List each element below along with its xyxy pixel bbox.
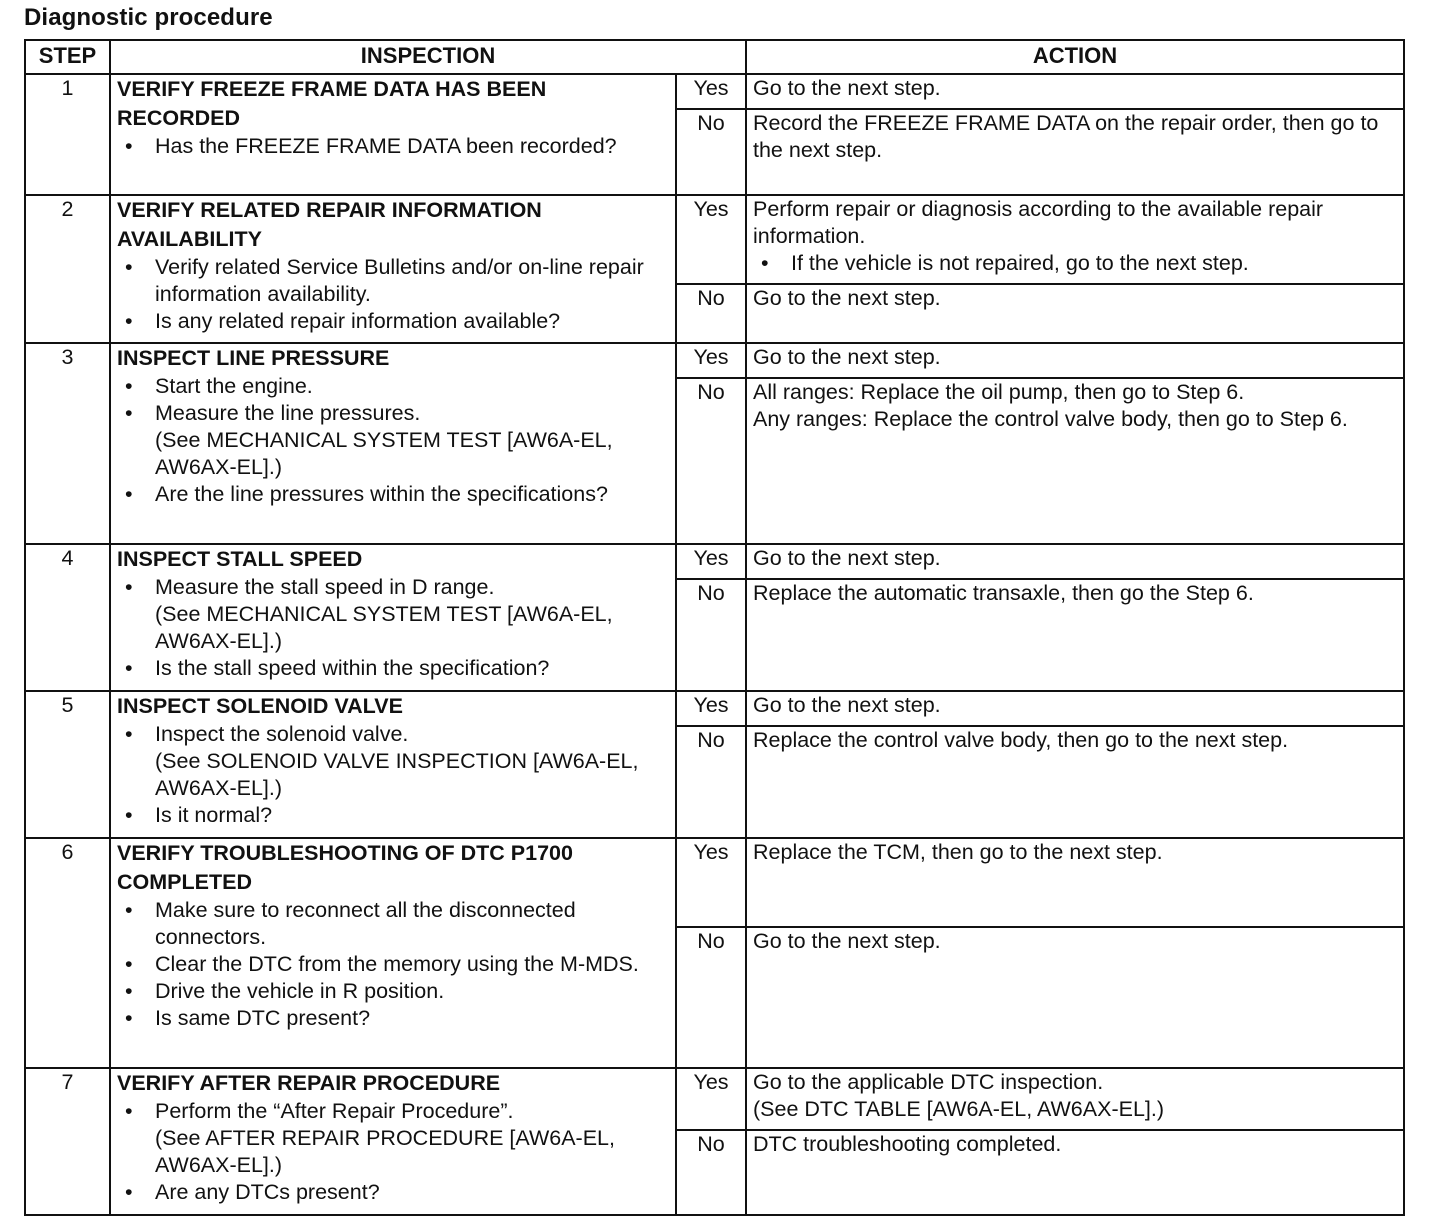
inspection-heading: VERIFY RELATED REPAIR INFORMATION AVAILABILITY	[117, 198, 542, 251]
no-label: No	[676, 579, 746, 691]
action-bullets	[753, 250, 1397, 277]
yes-action	[746, 838, 1404, 927]
step-row	[25, 343, 1404, 378]
step-row	[25, 195, 1404, 284]
inspection-bullet: • Inspect the solenoid valve. (See SOLENOID VALVE INSPECTION [AW6A-EL, AW6AX-EL].)	[117, 721, 669, 802]
inspection-heading: INSPECT SOLENOID VALVE	[117, 694, 403, 718]
inspection-heading: INSPECT LINE PRESSURE	[117, 346, 390, 370]
yes-action	[746, 195, 1404, 284]
inspection-bullets	[117, 1098, 669, 1206]
no-label: No	[676, 284, 746, 343]
inspection-heading: VERIFY AFTER REPAIR PROCEDURE	[117, 1071, 501, 1095]
action-text: Go to the applicable DTC inspection. (See DTC TABLE [AW6A-EL, AW6AX-EL].)	[753, 1070, 1165, 1121]
step-row	[25, 544, 1404, 579]
yes-action	[746, 74, 1404, 109]
no-action	[746, 109, 1404, 195]
inspection-bullet: • Measure the stall speed in D range. (See MECHANICAL SYSTEM TEST [AW6A-EL, AW6AX-EL].)	[117, 574, 669, 655]
column-header-inspection: INSPECTION	[110, 40, 746, 74]
inspection-bullet: • Is it normal?	[117, 802, 669, 829]
no-label: No	[676, 726, 746, 838]
inspection-bullet: • Is the stall speed within the specification?	[117, 655, 669, 682]
step-number: 1	[25, 74, 110, 195]
step-number: 5	[25, 691, 110, 838]
yes-action	[746, 544, 1404, 579]
action-text: DTC troubleshooting completed.	[753, 1132, 1062, 1156]
inspection-bullet: • Are the line pressures within the specifications?	[117, 481, 669, 508]
step-number: 2	[25, 195, 110, 343]
inspection-bullets	[117, 133, 669, 160]
step-number: 6	[25, 838, 110, 1068]
inspection-bullets	[117, 721, 669, 829]
no-label: No	[676, 927, 746, 1068]
inspection-cell	[110, 343, 676, 544]
inspection-bullet: • Are any DTCs present?	[117, 1179, 669, 1206]
action-text: Go to the next step.	[753, 345, 941, 369]
inspection-bullet: • Perform the “After Repair Procedure”. (See AFTER REPAIR PROCEDURE [AW6A-EL, AW6AX-EL].)	[117, 1098, 669, 1179]
inspection-bullet: • Verify related Service Bulletins and/or on-line repair information availability.	[117, 254, 669, 308]
step-number: 7	[25, 1068, 110, 1215]
no-label: No	[676, 1130, 746, 1215]
step-row	[25, 838, 1404, 927]
action-text: Perform repair or diagnosis according to the available repair information.	[753, 197, 1324, 248]
inspection-heading: INSPECT STALL SPEED	[117, 547, 363, 571]
action-text: Replace the automatic transaxle, then go the Step 6.	[753, 581, 1254, 605]
column-header-action: ACTION	[746, 40, 1404, 74]
action-text: Go to the next step.	[753, 929, 941, 953]
inspection-bullets	[117, 373, 669, 508]
step-row	[25, 74, 1404, 109]
no-action	[746, 927, 1404, 1068]
action-text: Replace the control valve body, then go to the next step.	[753, 728, 1289, 752]
inspection-cell	[110, 74, 676, 195]
page-title: Diagnostic procedure	[24, 4, 273, 31]
no-action	[746, 1130, 1404, 1215]
no-action	[746, 726, 1404, 838]
inspection-bullet: • Clear the DTC from the memory using the M-MDS.	[117, 951, 669, 978]
action-text: Replace the TCM, then go to the next step.	[753, 840, 1163, 864]
yes-label: Yes	[676, 838, 746, 927]
inspection-bullets	[117, 897, 669, 1032]
inspection-bullets	[117, 574, 669, 682]
action-bullet: • If the vehicle is not repaired, go to the next step.	[753, 250, 1397, 277]
step-row	[25, 691, 1404, 726]
no-action	[746, 284, 1404, 343]
column-header-step: STEP	[25, 40, 110, 74]
inspection-cell	[110, 838, 676, 1068]
inspection-heading: VERIFY TROUBLESHOOTING OF DTC P1700 COMPLETED	[117, 841, 573, 894]
inspection-cell	[110, 195, 676, 343]
no-label: No	[676, 109, 746, 195]
inspection-cell	[110, 544, 676, 691]
yes-action	[746, 691, 1404, 726]
action-text: Go to the next step.	[753, 286, 941, 310]
inspection-bullet: • Has the FREEZE FRAME DATA been recorded?	[117, 133, 669, 160]
inspection-bullet: • Is any related repair information available?	[117, 308, 669, 335]
inspection-cell	[110, 1068, 676, 1215]
yes-label: Yes	[676, 195, 746, 284]
inspection-bullets	[117, 254, 669, 335]
diagnostic-procedure-table	[24, 39, 1405, 1216]
yes-label: Yes	[676, 1068, 746, 1130]
step-number: 3	[25, 343, 110, 544]
no-label: No	[676, 378, 746, 544]
action-text: Record the FREEZE FRAME DATA on the repair order, then go to the next step.	[753, 111, 1379, 162]
action-text: Go to the next step.	[753, 693, 941, 717]
action-text: Go to the next step.	[753, 546, 941, 570]
no-action	[746, 579, 1404, 691]
inspection-heading: VERIFY FREEZE FRAME DATA HAS BEEN RECORDED	[117, 77, 547, 130]
inspection-bullet: • Drive the vehicle in R position.	[117, 978, 669, 1005]
yes-label: Yes	[676, 343, 746, 378]
action-text: Go to the next step.	[753, 76, 941, 100]
yes-label: Yes	[676, 544, 746, 579]
inspection-bullet: • Start the engine.	[117, 373, 669, 400]
header-row	[25, 40, 1404, 74]
inspection-bullet: • Make sure to reconnect all the disconnected connectors.	[117, 897, 669, 951]
yes-action	[746, 343, 1404, 378]
inspection-cell	[110, 691, 676, 838]
inspection-bullet: • Measure the line pressures. (See MECHANICAL SYSTEM TEST [AW6A-EL, AW6AX-EL].)	[117, 400, 669, 481]
yes-label: Yes	[676, 691, 746, 726]
yes-action	[746, 1068, 1404, 1130]
step-row	[25, 1068, 1404, 1130]
action-text: All ranges: Replace the oil pump, then go to Step 6. Any ranges: Replace the control valve body, then go to Step 6.	[753, 380, 1348, 431]
yes-label: Yes	[676, 74, 746, 109]
inspection-bullet: • Is same DTC present?	[117, 1005, 669, 1032]
no-action	[746, 378, 1404, 544]
step-number: 4	[25, 544, 110, 691]
